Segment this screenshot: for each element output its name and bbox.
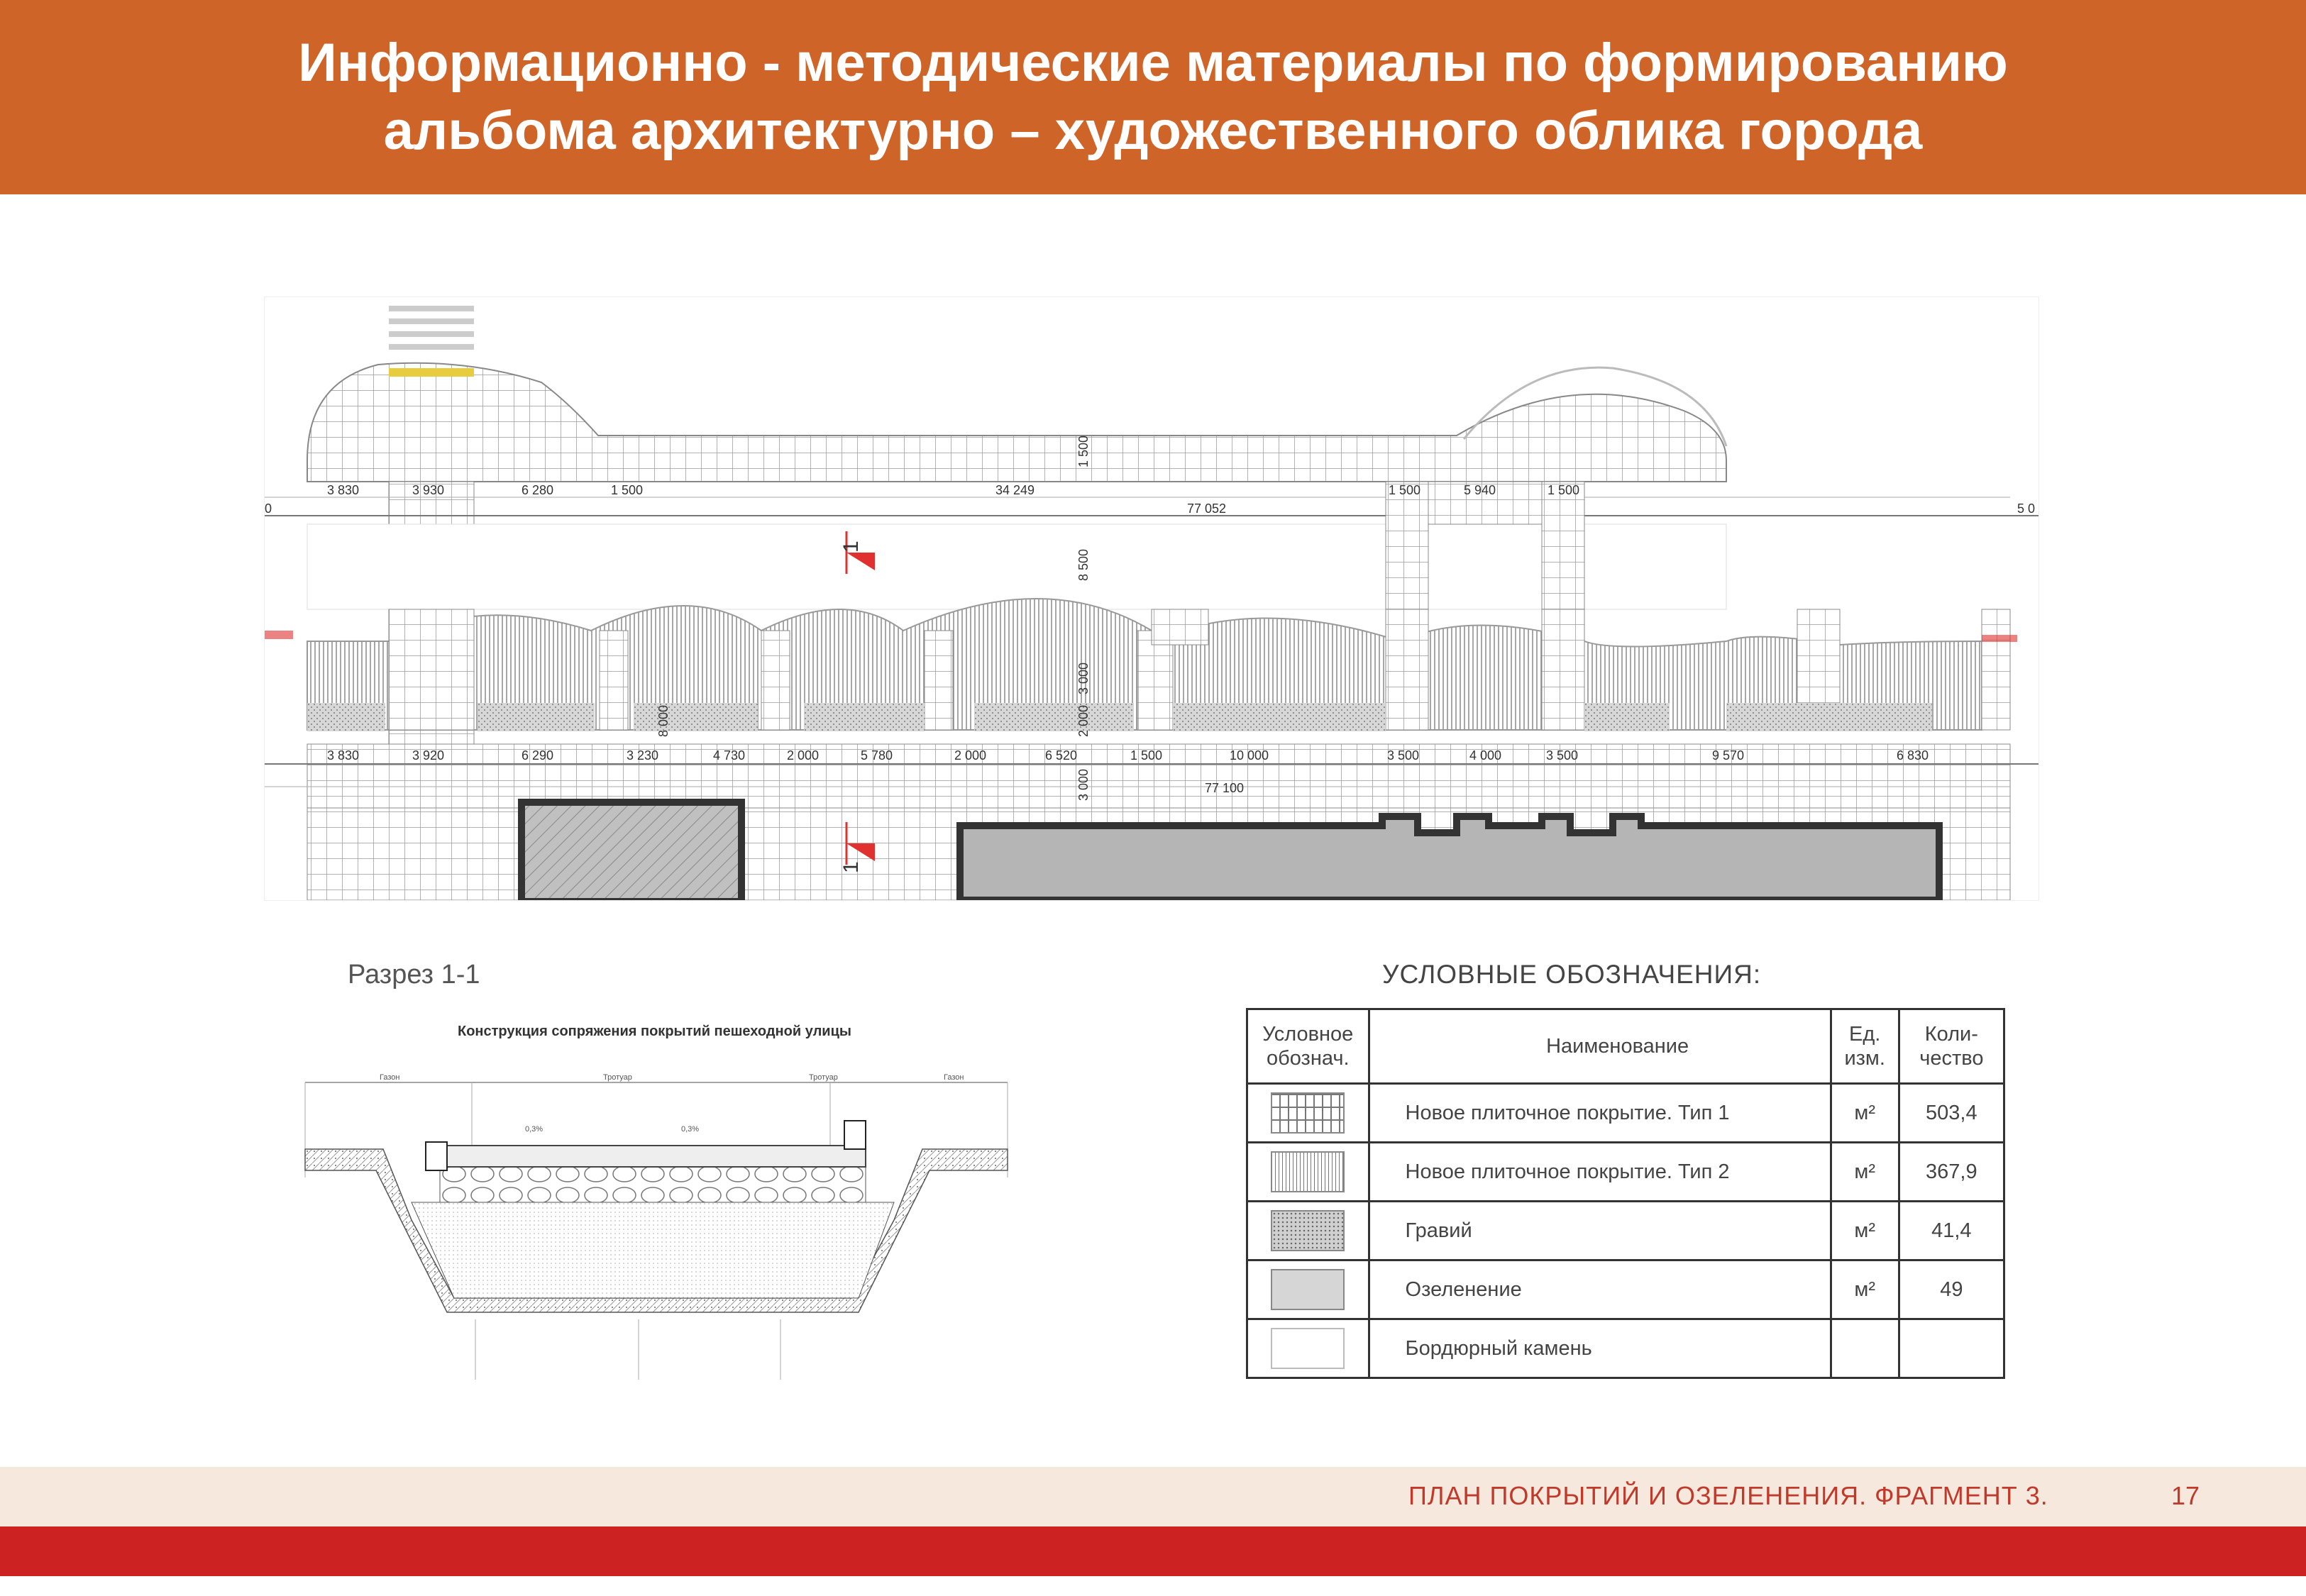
dim-top-7: 5 940 (1464, 483, 1496, 497)
dim-bottom-9: 6 520 (1045, 748, 1078, 763)
section-caption: Разрез 1-1 (348, 960, 480, 990)
header-bar (0, 0, 2306, 194)
section-drawing (298, 1014, 1029, 1383)
dim-bottom-14: 3 500 (1546, 748, 1579, 763)
legend-table (1246, 1008, 2005, 1379)
legend-header-qty: Коли- чество (1899, 1009, 2004, 1084)
legend-row (1247, 1143, 2004, 1202)
gravel-swatch-icon (1271, 1210, 1345, 1251)
legend-row-unit: м² (1831, 1143, 1899, 1202)
legend-row-unit (1831, 1319, 1899, 1378)
legend-row (1247, 1260, 2004, 1319)
legend-row-unit: м² (1831, 1084, 1899, 1143)
zone-label-3: Тротуар (809, 1073, 838, 1082)
legend-row-qty: 503,4 (1899, 1084, 2004, 1143)
curb-stone-swatch-icon (1271, 1328, 1345, 1369)
footer-caption: ПЛАН ПОКРЫТИЙ И ОЗЕЛЕНЕНИЯ. ФРАГМЕНТ 3. (1408, 1481, 2048, 1510)
legend-row-name: Гравий (1369, 1202, 1831, 1260)
page-title: Информационно - методические материалы по формированию альбома архитектурно – художественного облика города (298, 33, 2008, 161)
dim-bottom-4: 3 230 (627, 748, 659, 763)
section-marker-label-top: 1 (839, 541, 863, 553)
building-left (522, 802, 741, 900)
dim-bottom-5: 4 730 (713, 748, 746, 763)
dim-top-8: 1 500 (1548, 483, 1580, 497)
zone-label-2: Тротуар (603, 1073, 632, 1082)
dim-top-5: 34 249 (995, 483, 1035, 497)
legend-title: УСЛОВНЫЕ ОБОЗНАЧЕНИЯ: (1382, 960, 1762, 989)
dim-bottom-3: 6 290 (522, 748, 554, 763)
legend-row-qty: 367,9 (1899, 1143, 2004, 1202)
dim-bottom-11: 10 000 (1230, 748, 1269, 763)
zone-label-4: Газон (944, 1073, 964, 1082)
legend-row-name: Новое плиточное покрытие. Тип 1 (1369, 1084, 1831, 1143)
dim-vertical-6: 8 000 (656, 704, 671, 737)
footer-red-bar (0, 1526, 2306, 1576)
legend-row (1247, 1319, 2004, 1378)
dim-bottom-2: 3 920 (412, 748, 445, 763)
legend-row-name: Озеленение (1369, 1260, 1831, 1319)
tile-type1-swatch-icon (1271, 1092, 1345, 1134)
legend-row-qty (1899, 1319, 2004, 1378)
edge-left-label: 0 (265, 501, 272, 516)
dim-top-2: 3 930 (412, 483, 445, 497)
legend-row (1247, 1084, 2004, 1143)
legend-row-unit: м² (1831, 1260, 1899, 1319)
dim-bottom-1: 3 830 (327, 748, 360, 763)
dim-top-1: 3 830 (327, 483, 360, 497)
dim-bottom-8: 2 000 (954, 748, 987, 763)
dim-top-3: 6 280 (522, 483, 554, 497)
legend-header-unit: Ед. изм. (1831, 1009, 1899, 1084)
greenery-swatch-icon (1271, 1269, 1345, 1310)
dim-bottom-15: 9 570 (1712, 748, 1745, 763)
dim-vertical-1: 1 500 (1076, 435, 1091, 467)
dim-vertical-4: 2 000 (1076, 704, 1091, 737)
dim-top-6: 1 500 (1389, 483, 1421, 497)
dim-total-top: 77 052 (1187, 501, 1227, 516)
slope-label-2: 0,3% (681, 1125, 700, 1134)
dim-vertical-2: 8 500 (1076, 548, 1091, 581)
dim-vertical-3: 3 000 (1076, 662, 1091, 694)
legend-header-symbol: Условное обознач. (1247, 1009, 1369, 1084)
pavement-plan-drawing (264, 297, 2039, 901)
dim-bottom-12: 3 500 (1387, 748, 1420, 763)
page-number: 17 (2171, 1481, 2200, 1510)
legend-row (1247, 1202, 2004, 1260)
legend-row-qty: 49 (1899, 1260, 2004, 1319)
legend-row-qty: 41,4 (1899, 1202, 2004, 1260)
edge-right-label: 5 0 (2017, 501, 2036, 516)
dim-bottom-6: 2 000 (787, 748, 820, 763)
legend-header-name: Наименование (1369, 1009, 1831, 1084)
dim-bottom-16: 6 830 (1897, 748, 1929, 763)
dim-bottom-13: 4 000 (1469, 748, 1502, 763)
legend-row-name: Бордюрный камень (1369, 1319, 1831, 1378)
dim-bottom-10: 1 500 (1130, 748, 1163, 763)
dim-total-bottom: 77 100 (1205, 781, 1245, 795)
dim-vertical-5: 3 000 (1076, 768, 1091, 801)
legend-row-unit: м² (1831, 1202, 1899, 1260)
legend-header-row (1247, 1009, 2004, 1084)
dim-bottom-7: 5 780 (861, 748, 893, 763)
tile-type2-swatch-icon (1271, 1151, 1345, 1192)
zone-label-1: Газон (380, 1073, 400, 1082)
section-title: Конструкция сопряжения покрытий пешеходной улицы (458, 1024, 851, 1039)
section-marker-label-bottom: 1 (839, 861, 863, 873)
slope-label-1: 0,3% (525, 1125, 544, 1134)
dim-top-4: 1 500 (611, 483, 644, 497)
legend-row-name: Новое плиточное покрытие. Тип 2 (1369, 1143, 1831, 1202)
